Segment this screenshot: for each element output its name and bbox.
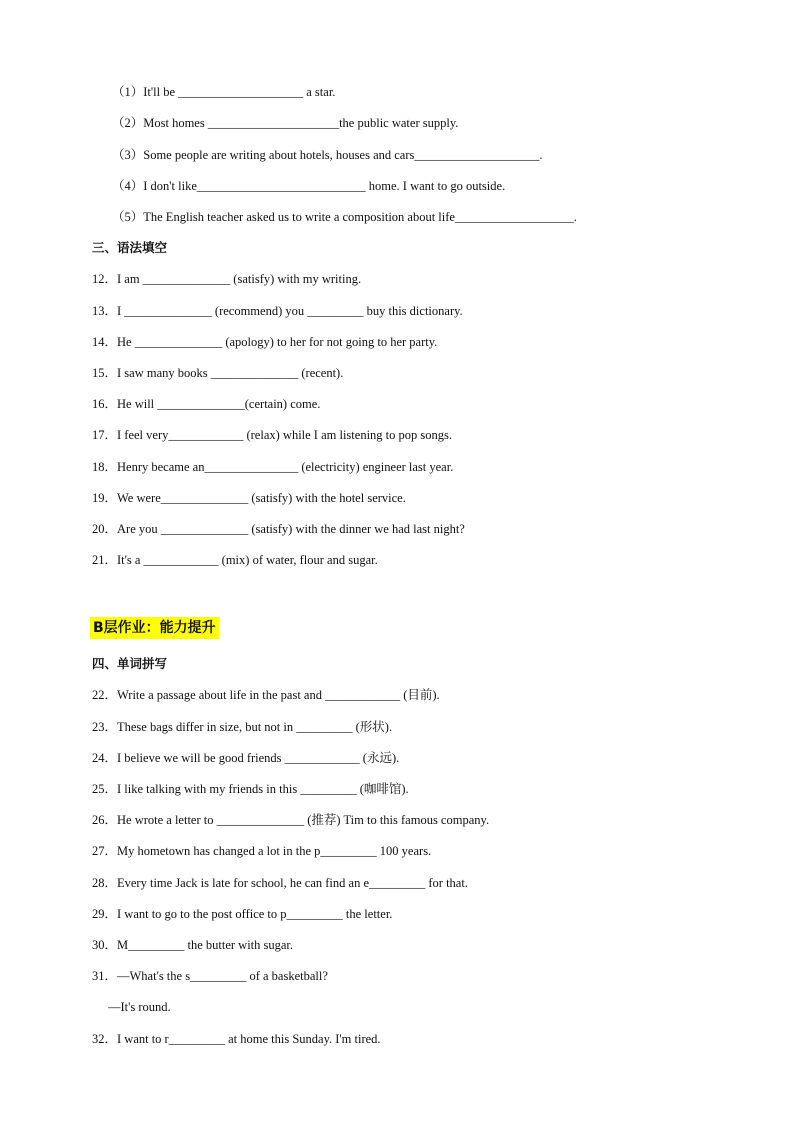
question-30: 30．M_________ the butter with sugar.: [92, 938, 294, 952]
section-3-title: 三、语法填空: [92, 240, 168, 255]
question-27: 27．My hometown has changed a lot in the p_________ 100 years.: [92, 844, 432, 858]
question-29: 29．I want to go to the post office to p_________ the letter.: [92, 907, 393, 921]
question-23: 23．These bags differ in size, but not in _________ (形状).: [92, 720, 393, 734]
part-a-item-2: （2）Most homes _____________________the public water supply.: [112, 116, 459, 130]
question-24: 24．I believe we will be good friends ____________ (永远).: [92, 751, 400, 765]
question-32: 32．I want to r_________ at home this Sunday. I'm tired.: [92, 1032, 381, 1046]
question-19: 19．We were______________ (satisfy) with the hotel service.: [92, 491, 406, 505]
question-15: 15．I saw many books ______________ (recent).: [92, 366, 344, 380]
question-26: 26．He wrote a letter to ______________ (推荐) Tim to this famous company.: [92, 813, 490, 827]
part-a-item-3: （3）Some people are writing about hotels, houses and cars____________________.: [112, 148, 543, 162]
question-12: 12．I am ______________ (satisfy) with my writing.: [92, 272, 362, 286]
question-25: 25．I like talking with my friends in this _________ (咖啡馆).: [92, 782, 409, 796]
question-18: 18．Henry became an_______________ (electricity) engineer last year.: [92, 460, 454, 474]
section-b-title: B层作业：能力提升: [90, 617, 219, 639]
question-28: 28．Every time Jack is late for school, he can find an e_________ for that.: [92, 876, 468, 890]
section-4-title: 四、单词拼写: [92, 656, 168, 671]
question-16: 16．He will ______________(certain) come.: [92, 397, 321, 411]
question-21: 21．It's a ____________ (mix) of water, flour and sugar.: [92, 553, 378, 567]
question-13: 13．I ______________ (recommend) you _________ buy this dictionary.: [92, 304, 463, 318]
question-14: 14．He ______________ (apology) to her for not going to her party.: [92, 335, 438, 349]
part-a-item-1: （1）It'll be ____________________ a star.: [112, 85, 336, 99]
question-31-answer: —It's round.: [108, 1000, 171, 1014]
question-31: 31．—What's the s_________ of a basketball?: [92, 969, 328, 983]
question-17: 17．I feel very____________ (relax) while I am listening to pop songs.: [92, 428, 452, 442]
part-a-item-4: （4）I don't like___________________________ home. I want to go outside.: [112, 179, 506, 193]
part-a-item-5: （5）The English teacher asked us to write a composition about life___________________.: [112, 210, 577, 224]
question-20: 20．Are you ______________ (satisfy) with the dinner we had last night?: [92, 522, 465, 536]
question-22: 22．Write a passage about life in the past and ____________ (目前).: [92, 688, 440, 702]
